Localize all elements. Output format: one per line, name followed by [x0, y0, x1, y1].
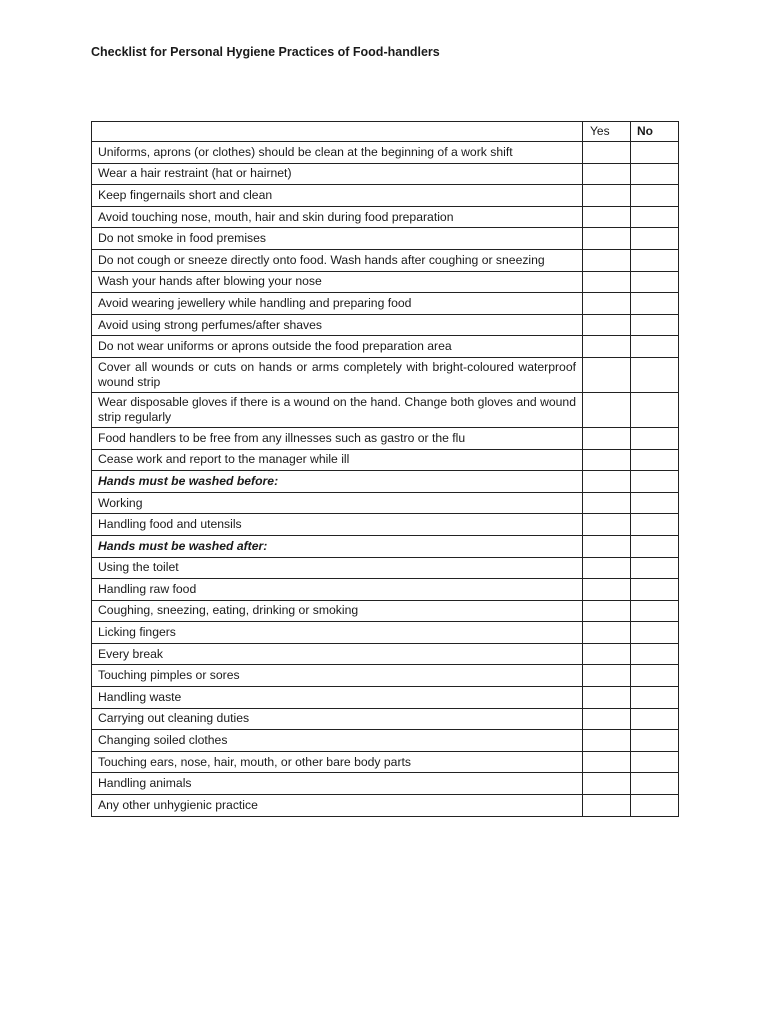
yes-cell[interactable]: [583, 293, 631, 315]
no-cell[interactable]: [631, 687, 679, 709]
checklist-item-text: Cover all wounds or cuts on hands or arms completely with bright-coloured waterproof wound strip: [92, 357, 583, 392]
checklist-row: [92, 449, 679, 471]
no-cell[interactable]: [631, 357, 679, 392]
yes-cell[interactable]: [583, 314, 631, 336]
section-header-row: [92, 471, 679, 493]
section-label: Hands must be washed after:: [92, 535, 583, 557]
checklist-row: [92, 622, 679, 644]
checklist-item-text: Wear a hair restraint (hat or hairnet): [92, 163, 583, 185]
checklist-row: [92, 687, 679, 709]
no-cell[interactable]: [631, 336, 679, 358]
checklist-row: [92, 271, 679, 293]
no-cell[interactable]: [631, 163, 679, 185]
checklist-row: [92, 773, 679, 795]
checklist-row: [92, 427, 679, 449]
item-column-header: [92, 122, 583, 142]
checklist-item-text: Every break: [92, 643, 583, 665]
checklist-row: [92, 514, 679, 536]
checklist-item-text: Carrying out cleaning duties: [92, 708, 583, 730]
checklist-row: [92, 314, 679, 336]
checklist-item-text: Cease work and report to the manager while ill: [92, 449, 583, 471]
checklist-item-text: Do not wear uniforms or aprons outside the food preparation area: [92, 336, 583, 358]
yes-cell[interactable]: [583, 751, 631, 773]
checklist-row: [92, 163, 679, 185]
checklist-item-text: Any other unhygienic practice: [92, 795, 583, 817]
no-cell[interactable]: [631, 751, 679, 773]
section-header-row: [92, 535, 679, 557]
checklist-item-text: Do not cough or sneeze directly onto food. Wash hands after coughing or sneezing: [92, 249, 583, 271]
checklist-item-text: Do not smoke in food premises: [92, 228, 583, 250]
yes-cell[interactable]: [583, 579, 631, 601]
yes-cell[interactable]: [583, 249, 631, 271]
yes-cell[interactable]: [583, 427, 631, 449]
checklist-row: [92, 206, 679, 228]
no-cell[interactable]: [631, 314, 679, 336]
checklist-row: [92, 579, 679, 601]
yes-cell[interactable]: [583, 206, 631, 228]
no-cell[interactable]: [631, 557, 679, 579]
yes-cell[interactable]: [583, 514, 631, 536]
checklist-row: [92, 142, 679, 164]
no-cell[interactable]: [631, 142, 679, 164]
yes-cell[interactable]: [583, 535, 631, 557]
checklist-row: [92, 336, 679, 358]
no-cell[interactable]: [631, 600, 679, 622]
checklist-item-text: Using the toilet: [92, 557, 583, 579]
yes-cell[interactable]: [583, 449, 631, 471]
checklist-body: [92, 142, 679, 817]
no-cell[interactable]: [631, 449, 679, 471]
yes-cell[interactable]: [583, 622, 631, 644]
checklist-item-text: Avoid touching nose, mouth, hair and skin during food preparation: [92, 206, 583, 228]
no-cell[interactable]: [631, 643, 679, 665]
checklist-item-text: Food handlers to be free from any illnesses such as gastro or the flu: [92, 427, 583, 449]
yes-cell[interactable]: [583, 557, 631, 579]
yes-cell[interactable]: [583, 665, 631, 687]
yes-cell[interactable]: [583, 228, 631, 250]
yes-cell[interactable]: [583, 492, 631, 514]
yes-cell[interactable]: [583, 730, 631, 752]
checklist-row: [92, 708, 679, 730]
no-cell[interactable]: [631, 271, 679, 293]
document-title: Checklist for Personal Hygiene Practices of Food-handlers: [91, 45, 440, 59]
yes-cell[interactable]: [583, 643, 631, 665]
no-cell[interactable]: [631, 795, 679, 817]
checklist-row: [92, 357, 679, 392]
no-cell[interactable]: [631, 514, 679, 536]
checklist-item-text: Avoid wearing jewellery while handling and preparing food: [92, 293, 583, 315]
checklist-item-text: Handling raw food: [92, 579, 583, 601]
checklist-item-text: Handling food and utensils: [92, 514, 583, 536]
checklist-row: [92, 249, 679, 271]
yes-cell[interactable]: [583, 773, 631, 795]
yes-cell[interactable]: [583, 271, 631, 293]
checklist-item-text: Wear disposable gloves if there is a wound on the hand. Change both gloves and wound strip regularly: [92, 392, 583, 427]
yes-cell[interactable]: [583, 687, 631, 709]
no-cell[interactable]: [631, 708, 679, 730]
checklist-item-text: Touching pimples or sores: [92, 665, 583, 687]
yes-cell[interactable]: [583, 142, 631, 164]
no-cell[interactable]: [631, 206, 679, 228]
yes-cell[interactable]: [583, 471, 631, 493]
yes-cell[interactable]: [583, 708, 631, 730]
no-cell[interactable]: [631, 622, 679, 644]
yes-cell[interactable]: [583, 163, 631, 185]
checklist-row: [92, 557, 679, 579]
checklist-item-text: Licking fingers: [92, 622, 583, 644]
yes-cell[interactable]: [583, 185, 631, 207]
no-cell[interactable]: [631, 730, 679, 752]
no-cell[interactable]: [631, 471, 679, 493]
checklist-item-text: Keep fingernails short and clean: [92, 185, 583, 207]
no-cell[interactable]: [631, 427, 679, 449]
checklist-row: [92, 185, 679, 207]
checklist-item-text: Coughing, sneezing, eating, drinking or smoking: [92, 600, 583, 622]
yes-cell[interactable]: [583, 600, 631, 622]
checklist-row: [92, 600, 679, 622]
checklist-row: [92, 392, 679, 427]
no-column-header: No: [631, 122, 679, 142]
checklist-row: [92, 293, 679, 315]
yes-cell[interactable]: [583, 336, 631, 358]
checklist-item-text: Touching ears, nose, hair, mouth, or other bare body parts: [92, 751, 583, 773]
no-cell[interactable]: [631, 773, 679, 795]
yes-cell[interactable]: [583, 392, 631, 427]
no-cell[interactable]: [631, 665, 679, 687]
section-label: Hands must be washed before:: [92, 471, 583, 493]
checklist-row: [92, 751, 679, 773]
checklist-table: [91, 121, 679, 817]
checklist-row: [92, 795, 679, 817]
no-cell[interactable]: [631, 228, 679, 250]
yes-cell[interactable]: [583, 357, 631, 392]
checklist-row: [92, 228, 679, 250]
no-cell[interactable]: [631, 579, 679, 601]
no-cell[interactable]: [631, 185, 679, 207]
no-cell[interactable]: [631, 293, 679, 315]
checklist-item-text: Handling waste: [92, 687, 583, 709]
checklist-item-text: Uniforms, aprons (or clothes) should be clean at the beginning of a work shift: [92, 142, 583, 164]
checklist-row: [92, 730, 679, 752]
checklist-item-text: Changing soiled clothes: [92, 730, 583, 752]
no-cell[interactable]: [631, 492, 679, 514]
no-cell[interactable]: [631, 249, 679, 271]
no-cell[interactable]: [631, 392, 679, 427]
checklist-row: [92, 643, 679, 665]
yes-cell[interactable]: [583, 795, 631, 817]
checklist-row: [92, 492, 679, 514]
yes-column-header: Yes: [583, 122, 631, 142]
checklist-item-text: Working: [92, 492, 583, 514]
no-cell[interactable]: [631, 535, 679, 557]
checklist-item-text: Handling animals: [92, 773, 583, 795]
checklist-item-text: Wash your hands after blowing your nose: [92, 271, 583, 293]
checklist-item-text: Avoid using strong perfumes/after shaves: [92, 314, 583, 336]
checklist-row: [92, 665, 679, 687]
table-header-row: [92, 122, 679, 142]
